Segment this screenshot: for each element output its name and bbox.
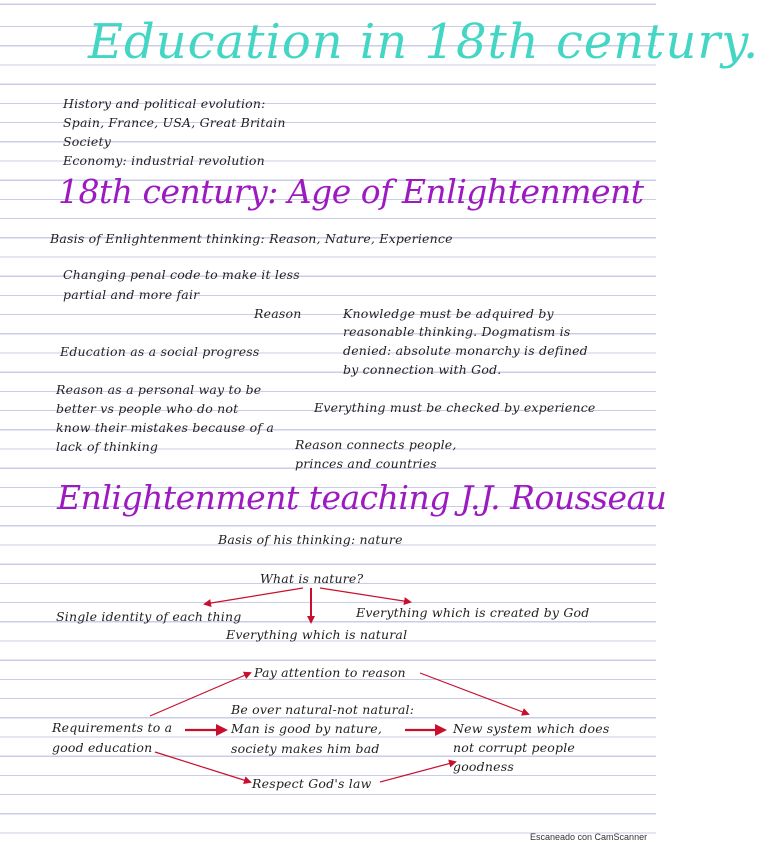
arrow-respect-to-new-system [380,762,455,782]
arrow-to-single-identity [205,588,303,604]
arrow-pay-attention-to-new-system [420,673,528,714]
intro-line: Economy: industrial revolution [63,153,265,168]
reason-label: Reason [254,306,302,321]
requirements-note: good education [52,740,153,755]
over-natural-note: Be over natural-not natural: [231,702,415,717]
knowledge-note: Knowledge must be adquired by [343,306,554,321]
arrow-to-created-by-god [320,588,410,602]
personal-reason-note: know their mistakes because of a [56,420,275,435]
section-heading-enlightenment: 18th century: Age of Enlightenment [58,172,644,211]
natural-note: Everything which is natural [226,627,408,642]
respect-gods-law-note: Respect God's law [252,776,372,791]
arrow-to-pay-attention [150,673,250,716]
pay-attention-note: Pay attention to reason [254,665,406,680]
knowledge-note: denied: absolute monarchy is defined [343,343,588,358]
over-natural-note: society makes him bad [231,741,380,756]
intro-line: Society [63,134,111,149]
personal-reason-note: better vs people who do not [56,401,239,416]
what-is-nature: What is nature? [260,571,364,586]
personal-reason-note: Reason as a personal way to be [56,382,262,397]
enlightenment-basis: Basis of Enlightenment thinking: Reason, Nature, Experience [50,231,453,246]
rousseau-basis: Basis of his thinking: nature [218,532,403,547]
knowledge-note: reasonable thinking. Dogmatism is [343,324,571,339]
section-heading-rousseau: Enlightenment teaching J.J. Rousseau [57,478,667,517]
intro-line: Spain, France, USA, Great Britain [63,115,286,130]
connects-note: princes and countries [295,456,437,471]
connects-note: Reason connects people, [295,437,457,452]
new-system-note: goodness [453,759,514,774]
knowledge-note: by connection with God. [343,362,502,377]
penal-code-note: partial and more fair [63,287,200,302]
page-title: Education in 18th century. [88,14,759,70]
penal-code-note: Changing penal code to make it less [63,267,300,282]
arrow-to-respect [155,752,250,782]
personal-reason-note: lack of thinking [56,439,159,454]
new-system-note: not corrupt people [453,740,576,755]
requirements-note: Requirements to a [52,720,173,735]
scanner-watermark: Escaneado con CamScanner [530,832,648,842]
experience-note: Everything must be checked by experience [314,400,596,415]
new-system-note: New system which does [453,721,610,736]
social-progress-note: Education as a social progress [60,344,260,359]
over-natural-note: Man is good by nature, [231,721,383,736]
intro-line: History and political evolution: [63,96,266,111]
created-by-god-note: Everything which is created by God [356,605,590,620]
single-identity-note: Single identity of each thing [56,609,242,624]
